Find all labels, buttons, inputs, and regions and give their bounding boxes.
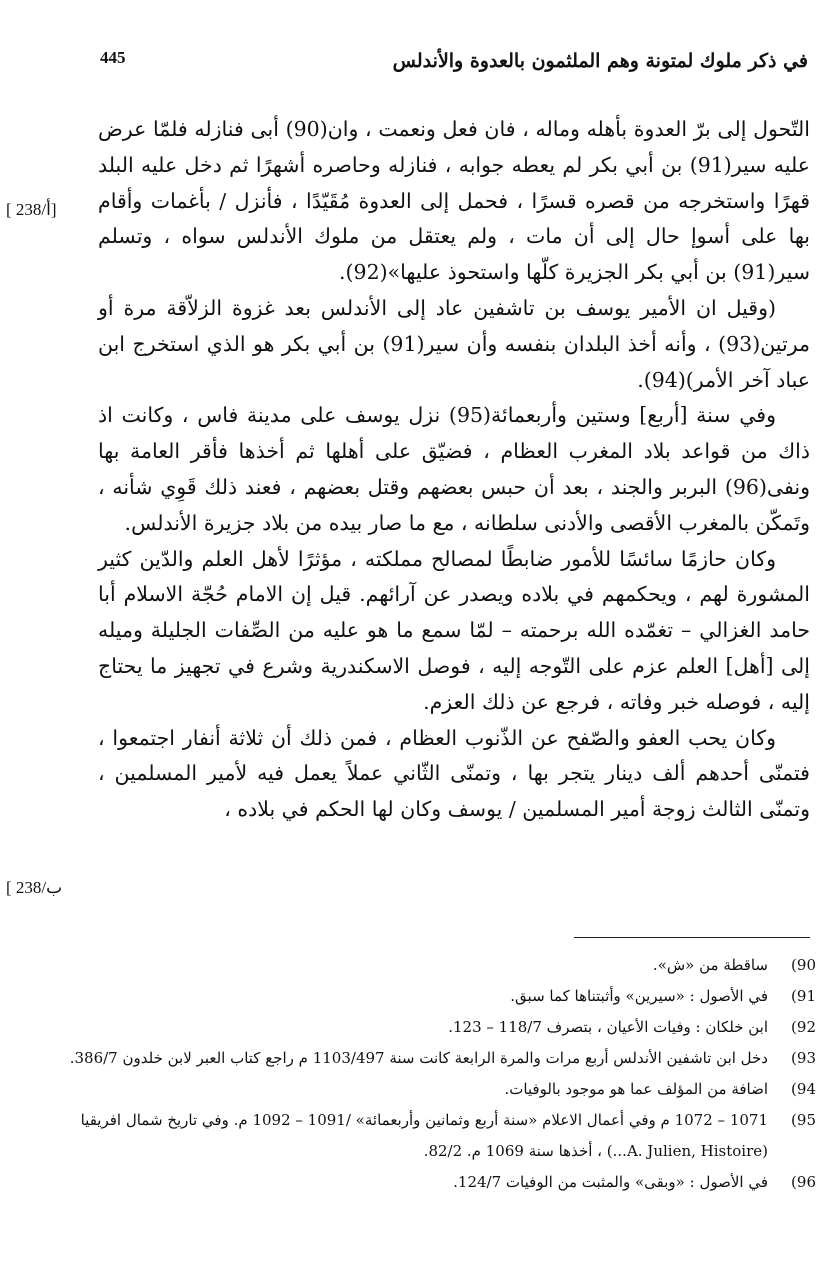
paragraph: (وقيل ان الأمير يوسف بن تاشفين عاد إلى الأندلس بعد غزوة الزلاّقة مرة أو مرتين(93) ، وأنه أخذ البلدان بنفسه وأن سير(91) بن أبي بكر هو الذي استخرج ابن عباد آخر الأمر)(94). xyxy=(98,295,810,392)
footnote xyxy=(60,950,816,981)
margin-folio-note: [ 238/أ] xyxy=(6,200,57,219)
footnote xyxy=(60,1105,816,1167)
footnote-text: دخل ابن تاشفين الأندلس أربع مرات والمرة الرابعة كانت سنة 1103/497 م راجع كتاب العبر لابن خلدون 386/7. xyxy=(69,1049,768,1067)
footnote-text: ابن خلكان : وفيات الأعيان ، بتصرف 118/7 – 123. xyxy=(448,1018,768,1036)
running-title: في ذكر ملوك لمتونة وهم الملثمون بالعدوة والأندلس xyxy=(392,50,808,72)
footnote-text: اضافة من المؤلف عما هو موجود بالوفيات. xyxy=(504,1080,768,1098)
footnote-text: ساقطة من «ش». xyxy=(652,956,768,974)
footnote xyxy=(60,1012,816,1043)
paragraph: التّحول إلى برّ العدوة بأهله وماله ، فان فعل ونعمت ، وان(90) أبى فنازله فلمّا عرض عليه سير(91) بن أبي بكر لم يعطه جوابه ، فنازله وحاصره أشهرًا ثم دخل عليه البلد قهرًا واستخرجه من قصره قسرًا ، فحمل إلى العدوة مُقَيّدًا ، فأنزل / بأغمات وأقام بها على أسوإ حال إلى أن مات ، ولم يعتقل من ملوك الأندلس سواه ، وتسلم سير(91) بن أبي بكر الجزيرة كلّها واستحوذ عليها»(92). xyxy=(98,117,810,285)
paragraph: وكان حازمًا سائسًا للأمور ضابطًا لمصالح مملكته ، مؤثرًا لأهل العلم والدّين كثير المشورة لهم ، ويحكمهم في بلاده ويصدر عن آرائهم. قيل إن الامام حُجّة الاسلام أبا حامد الغزالي – تغمّده الله برحمته – لمّا سمع ما هو عليه من الصِّفات الجليلة وميله إلى [أهل] العلم عزم على التّوجه إليه ، فوصل الاسكندرية وشرع في تجهيز ما يحتاج إليه ، فوصله خبر وفاته ، فرجع عن ذلك العزم. xyxy=(98,546,810,714)
page-header xyxy=(60,44,808,84)
footnote-text: في الأصول : «وبقى» والمثبت من الوفيات 124/7. xyxy=(453,1173,768,1191)
footnote xyxy=(60,1167,816,1198)
footnote-number: (96 xyxy=(791,1173,816,1191)
footnote-number: (93 xyxy=(791,1049,816,1067)
footnote xyxy=(60,1074,816,1105)
page-number: 445 xyxy=(100,48,126,67)
footnotes xyxy=(60,950,816,1198)
footnote-text: في الأصول : «سيرين» وأثبتناها كما سبق. xyxy=(510,987,768,1005)
margin-folio-note: [ 238/ب xyxy=(6,878,63,897)
footnote-number: (91 xyxy=(791,987,816,1005)
footnote-number: (92 xyxy=(791,1018,816,1036)
paragraph: وكان يحب العفو والصّفح عن الذّنوب العظام ، فمن ذلك أن ثلاثة أنفار اجتمعوا ، فتمنّى أحدهم ألف دينار يتجر بها ، وتمنّى الثّاني عملاً يعمل فيه لأمير المسلمين ، وتمنّى الثالث زوجة أمير المسلمين / يوسف وكان لها الحكم في بلاده ، xyxy=(98,725,810,822)
footnote-number: (94 xyxy=(791,1080,816,1098)
footnote-number: (90 xyxy=(791,956,816,974)
paragraph: وفي سنة [أربع] وستين وأربعمائة(95) نزل يوسف على مدينة فاس ، وكانت اذ ذاك من قواعد بلاد المغرب العظام ، فضيّق على أهلها ثم أخذها فأقر العامة بها ونفى(96) البربر والجند ، بعد أن حبس بعضهم وقتل بعضهم ، فعند ذلك قَوِي شأنه ، وتَمكّن بالمغرب الأقصى والأدنى سلطانه ، مع ما صار بيده من بلاد جزيرة الأندلس. xyxy=(98,403,810,535)
footnote-number: (95 xyxy=(791,1111,816,1129)
footnote-text: 1071 – 1072 م وفي أعمال الاعلام «سنة أربع وثمانين وأربعمائة» /1091 – 1092 م. وفي تاريخ شمال افريقيا (A. Julien, Histoire...) ، أخذها سنة 1069 م. 82/2. xyxy=(80,1111,768,1160)
footnote xyxy=(60,1043,816,1074)
main-text xyxy=(98,112,810,828)
footnote xyxy=(60,981,816,1012)
footnote-divider xyxy=(574,937,810,938)
